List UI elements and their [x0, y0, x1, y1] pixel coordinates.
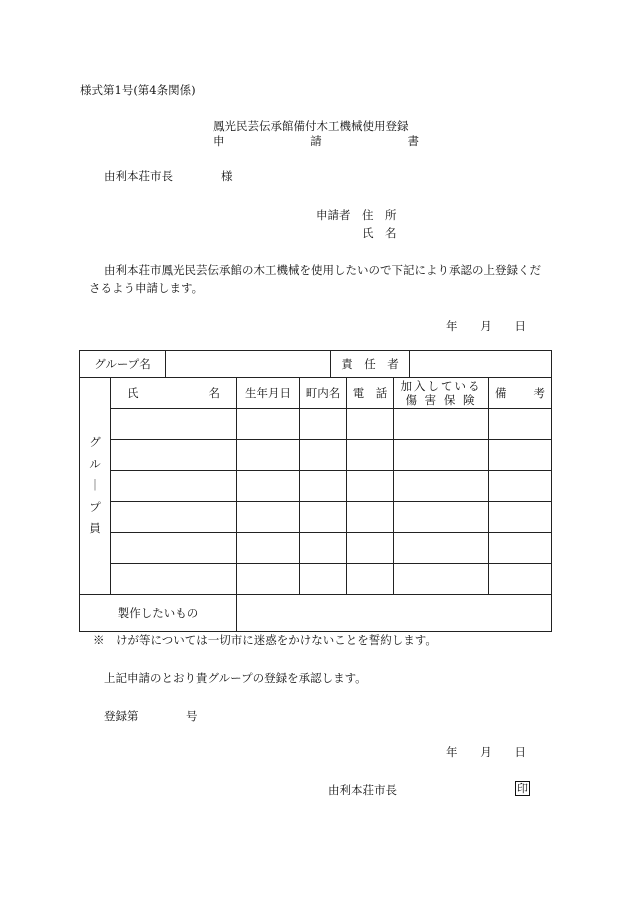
member-town-cell[interactable]: [300, 471, 347, 502]
date-month: 月: [480, 319, 492, 333]
member-insurance-cell[interactable]: [394, 409, 489, 440]
member-birthdate-cell[interactable]: [237, 533, 300, 564]
col-remarks-header: 備 考: [489, 378, 552, 409]
member-name-cell[interactable]: [111, 533, 237, 564]
title-char: 書: [407, 134, 419, 148]
applicant-label: 申請者: [316, 208, 351, 222]
body-text: さるよう申請します。: [89, 281, 204, 295]
member-name-cell[interactable]: [111, 440, 237, 471]
member-phone-cell[interactable]: [347, 440, 394, 471]
date-year: 年: [446, 319, 458, 333]
responsible-field[interactable]: [410, 351, 552, 378]
member-phone-cell[interactable]: [347, 409, 394, 440]
seal-icon: 印: [517, 782, 528, 795]
member-town-cell[interactable]: [300, 533, 347, 564]
address-label: 住 所: [362, 208, 397, 222]
form-number: 様式第1号(第4条関係): [80, 83, 196, 97]
responsible-label: 責 任 者: [331, 351, 410, 378]
member-insurance-cell[interactable]: [394, 471, 489, 502]
application-date: [446, 318, 526, 334]
member-insurance-cell[interactable]: [394, 440, 489, 471]
member-birthdate-cell[interactable]: [237, 502, 300, 533]
mayor-label: 由利本荘市長: [328, 783, 397, 797]
member-birthdate-cell[interactable]: [237, 564, 300, 595]
registration-label: 登録第: [104, 709, 139, 723]
pledge-note: ※ けが等については一切市に迷惑をかけないことを誓約します。: [93, 633, 437, 647]
group-name-field[interactable]: [166, 351, 331, 378]
registration-table: [79, 350, 552, 632]
member-remarks-cell[interactable]: [489, 502, 552, 533]
title-char: 請: [310, 134, 322, 148]
member-insurance-cell[interactable]: [394, 533, 489, 564]
product-field[interactable]: [237, 595, 552, 632]
member-phone-cell[interactable]: [347, 471, 394, 502]
table-row: [80, 409, 552, 440]
table-row: [80, 440, 552, 471]
col-insurance-header: 加入している 傷 害 保 険: [394, 378, 489, 409]
product-label: 製作したいもの: [80, 595, 237, 632]
member-remarks-cell[interactable]: [489, 409, 552, 440]
seal-mark: [515, 781, 530, 796]
member-birthdate-cell[interactable]: [237, 471, 300, 502]
form-title: 鳳光民芸伝承館備付木工機械使用登録: [213, 119, 409, 133]
member-remarks-cell[interactable]: [489, 533, 552, 564]
table-row: [80, 471, 552, 502]
table-row: [80, 533, 552, 564]
member-town-cell[interactable]: [300, 502, 347, 533]
approval-text: 上記申請のとおり貴グループの登録を承認します。: [104, 671, 367, 685]
member-insurance-cell[interactable]: [394, 502, 489, 533]
addressee-honorific: 様: [221, 169, 233, 183]
date-day: 日: [514, 319, 526, 333]
form-title-subtitle: [213, 133, 419, 149]
member-birthdate-cell[interactable]: [237, 409, 300, 440]
member-phone-cell[interactable]: [347, 564, 394, 595]
group-name-label: グループ名: [80, 351, 166, 378]
member-phone-cell[interactable]: [347, 502, 394, 533]
member-birthdate-cell[interactable]: [237, 440, 300, 471]
col-birthdate-header: 生年月日: [237, 378, 300, 409]
name-label: 氏 名: [362, 226, 397, 240]
member-remarks-cell[interactable]: [489, 440, 552, 471]
table-row: [80, 564, 552, 595]
member-vertical-label: グ ル ｜ プ 員: [80, 378, 111, 595]
registration-suffix: 号: [186, 709, 198, 723]
member-town-cell[interactable]: [300, 564, 347, 595]
date-year: 年: [446, 745, 458, 759]
member-phone-cell[interactable]: [347, 533, 394, 564]
member-insurance-cell[interactable]: [394, 564, 489, 595]
member-town-cell[interactable]: [300, 440, 347, 471]
title-char: 申: [213, 134, 225, 148]
table-row: [80, 502, 552, 533]
member-name-cell[interactable]: [111, 471, 237, 502]
member-name-cell[interactable]: [111, 502, 237, 533]
approval-date: [446, 744, 526, 760]
addressee: 由利本荘市長: [104, 169, 173, 183]
col-phone-header: 電 話: [347, 378, 394, 409]
member-town-cell[interactable]: [300, 409, 347, 440]
body-text: 由利本荘市鳳光民芸伝承館の木工機械を使用したいので下記により承認の上登録くだ: [104, 263, 541, 277]
member-remarks-cell[interactable]: [489, 564, 552, 595]
date-month: 月: [480, 745, 492, 759]
member-remarks-cell[interactable]: [489, 471, 552, 502]
col-name-header: 氏 名: [111, 378, 237, 409]
col-town-header: 町内名: [300, 378, 347, 409]
member-name-cell[interactable]: [111, 564, 237, 595]
date-day: 日: [514, 745, 526, 759]
member-name-cell[interactable]: [111, 409, 237, 440]
